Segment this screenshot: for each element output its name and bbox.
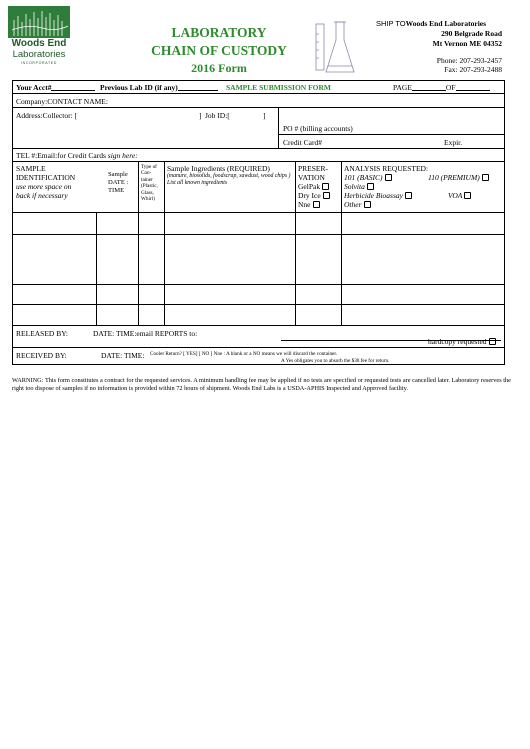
cooler-yes-note: A Yes obligates you to absorb the $30 fee for return.	[281, 358, 390, 364]
none-checkbox[interactable]	[313, 201, 320, 208]
herbicide-option[interactable]	[344, 191, 412, 200]
credit-card-label[interactable]: Credit Card#	[283, 138, 322, 147]
voa-option[interactable]	[448, 191, 471, 200]
basic-label: 101 (BASIC)	[344, 173, 383, 182]
sample-date-header: Sample DATE : TIME	[108, 171, 129, 194]
preservation-label: PRESER- VATION	[298, 164, 329, 182]
dryice-option[interactable]	[298, 191, 340, 200]
none-label: Nne	[298, 200, 311, 209]
other-option[interactable]	[344, 200, 502, 209]
logo-line1: Woods End	[11, 38, 67, 49]
sample-id-header	[16, 164, 86, 200]
voa-label: VOA	[448, 191, 463, 200]
other-checkbox[interactable]	[364, 201, 371, 208]
acct-label: Your Acct#	[16, 83, 52, 92]
warning-text: WARNING: This form constitutes a contract for the requested services. A minimum handling fee may be applied if no tests are specified or requested tests are cancelled later. Laboratory reserves the right too dispose of samples if no information is provided within 72 hours of shipment. Woods End Labs is a USDA-APHIS Inspected and Approved facility.	[12, 377, 511, 393]
ingredients-note2: List all known ingredients	[167, 180, 228, 187]
sign-here-label: sign here:	[107, 151, 138, 160]
collector-bracket: ]	[199, 111, 202, 120]
logo	[8, 6, 70, 66]
ship-phone: Phone: 207-293-2457	[436, 56, 502, 65]
sample-row-2[interactable]	[13, 235, 503, 284]
ship-fax: Fax: 207-293-2488	[444, 65, 502, 74]
solvita-checkbox[interactable]	[367, 183, 374, 190]
herbicide-checkbox[interactable]	[405, 192, 412, 199]
title-line1: LABORATORY	[171, 25, 267, 40]
company-label[interactable]: Company:CONTACT NAME:	[16, 97, 108, 106]
title-line3: 2016 Form	[191, 61, 247, 75]
hardcopy-checkbox[interactable]	[489, 338, 496, 345]
collector-label[interactable]: Address:Collector: [	[16, 111, 78, 120]
premium-checkbox[interactable]	[482, 174, 489, 181]
sample-row-4[interactable]	[13, 305, 503, 325]
glassware-icon	[310, 18, 358, 76]
job-id-label[interactable]: Job ID:[	[205, 111, 230, 120]
page-label: PAGE	[393, 83, 412, 92]
solvita-label: Solvita	[344, 182, 365, 191]
tel-field[interactable]	[16, 151, 138, 160]
acct-field[interactable]	[16, 83, 95, 92]
ingredients-label: Sample Ingredients (REQUIRED)	[167, 164, 270, 173]
ship-to-name: Woods End Laboratories	[405, 19, 487, 28]
ship-to-prefix: SHIP TO	[376, 19, 406, 28]
basic-checkbox[interactable]	[385, 174, 392, 181]
po-label[interactable]: PO # (billing accounts)	[283, 124, 353, 133]
ship-to-label	[376, 19, 486, 28]
sample-id-label: SAMPLE IDENTIFICATION	[16, 164, 76, 182]
premium-option[interactable]	[428, 173, 489, 182]
title-line2: CHAIN OF CUSTODY	[151, 43, 287, 58]
page-field[interactable]	[393, 83, 490, 92]
ingredients-note1: (manure, biosolids, foodscrap, sawdust, wood chips )	[167, 173, 291, 179]
hardcopy-label: hardcopy requested	[428, 337, 487, 346]
other-label: Other	[344, 200, 362, 209]
dryice-label: Dry Ice	[298, 191, 321, 200]
none-option[interactable]	[298, 200, 340, 209]
logo-graphic	[8, 6, 70, 38]
expir-label[interactable]: Expir.	[444, 138, 463, 147]
herbicide-label: Herbicide Bioassay	[344, 191, 403, 200]
received-label[interactable]: RECEIVED BY:	[16, 351, 67, 360]
voa-checkbox[interactable]	[464, 192, 471, 199]
gelpak-checkbox[interactable]	[322, 183, 329, 190]
prev-lab-id-field[interactable]	[100, 83, 218, 92]
ship-address2: Mt Vernon ME 04352	[432, 39, 502, 48]
solvita-option[interactable]	[344, 182, 502, 191]
analysis-header	[344, 164, 502, 209]
prev-lab-id-label: Previous Lab ID (if any)	[100, 83, 178, 92]
job-id-bracket: ]	[263, 111, 266, 120]
cooler-return-note[interactable]: Cooler Return? [ YES] [ NO ] Nne : A blank or a NO means we will discard the container.	[150, 351, 338, 357]
preservation-header	[298, 164, 340, 209]
analysis-label: ANALYSIS REQUESTED:	[344, 164, 429, 173]
tel-label: TEL #:Email:for Credit Cards	[16, 151, 106, 160]
ship-address1: 290 Belgrade Road	[441, 29, 502, 38]
premium-label: 110 (PREMIUM)	[428, 173, 480, 182]
sample-id-note: use more space on back if necessary	[16, 182, 72, 200]
container-header: Type of Con- tainer (Plastic, Glass, Whirl)	[141, 164, 158, 203]
of-label: OF	[445, 83, 456, 92]
gelpak-label: GelPak	[298, 182, 321, 191]
received-datetime[interactable]: DATE: TIME:	[101, 351, 145, 360]
logo-line2: Laboratories	[12, 49, 66, 60]
gelpak-option[interactable]	[298, 182, 340, 191]
ingredients-header	[167, 164, 293, 187]
logo-line3: INCORPORATED	[21, 61, 57, 65]
released-label[interactable]: RELEASED BY:	[16, 329, 69, 338]
submission-label: SAMPLE SUBMISSION FORM	[226, 83, 332, 92]
dryice-checkbox[interactable]	[323, 192, 330, 199]
hardcopy-option[interactable]	[428, 337, 496, 346]
released-datetime[interactable]: DATE: TIME:email REPORTS to:	[93, 329, 198, 338]
basic-option[interactable]	[344, 173, 392, 182]
sample-row-3[interactable]	[13, 285, 503, 304]
sample-row-1[interactable]	[13, 213, 503, 234]
